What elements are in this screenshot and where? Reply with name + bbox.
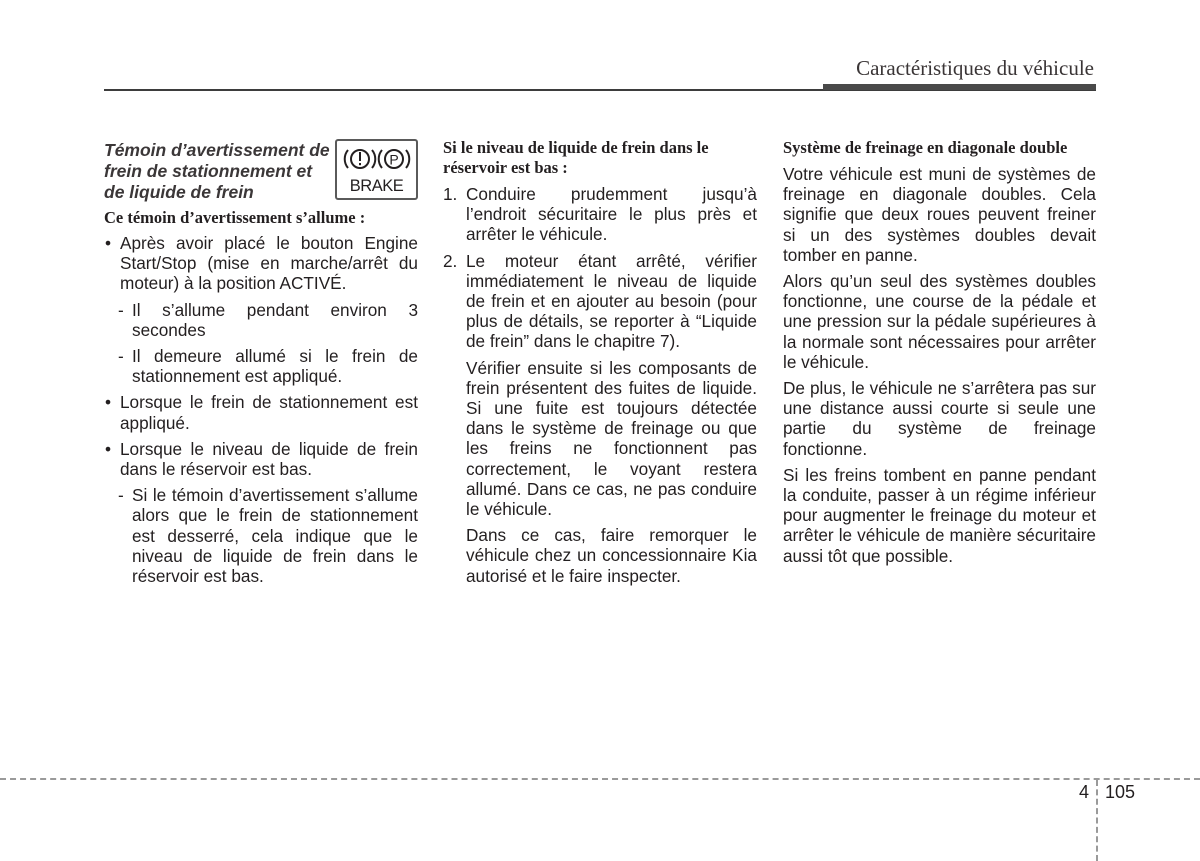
footer-rule xyxy=(0,778,1200,780)
paragraph: Alors qu’un seul des systèmes doubles fonctionne, une course de la pédale et une pression sur la pédale supérieures à la normale sont nécessaires pour arrêter le véhicule. xyxy=(783,271,1096,372)
sub-list-item: - Il s’allume pendant environ 3 secondes xyxy=(118,299,418,340)
list-item: • Après avoir placé le bouton Engine Start/Stop (mise en marche/arrêt du moteur) à la position ACTIVÉ. xyxy=(105,233,418,294)
list-item: • Lorsque le niveau de liquide de frein dans le réservoir est bas. xyxy=(105,438,418,480)
section-heading: Si le niveau de liquide de frein dans le réservoir est bas : xyxy=(443,138,709,177)
page-number: 105 xyxy=(1105,782,1136,802)
numbered-item: 1. Conduire prudemment jusqu’à l’endroit sécuritaire le plus près et arrêter le véhicule. xyxy=(443,184,757,245)
paragraph: Vérifier ensuite si les composants de frein présentent des fuites de liquide. Si une fuite est toujours détectée dans le système de freinage ou que les freins ne fonctionnent pas correctement, le voyant restera allumé. Dans ce cas, ne pas conduire le véhicule. xyxy=(466,357,757,520)
footer-divider xyxy=(1096,780,1098,861)
header-rule-accent xyxy=(823,84,1096,90)
column-warning-light xyxy=(104,138,418,592)
paragraph: Votre véhicule est muni de systèmes de freinage en diagonale doubles. Cela signifie que deux roues peuvent freiner si un des systèmes doubles devait tomber en panne. xyxy=(783,164,1096,265)
paragraph: De plus, le véhicule ne s’arrêtera pas sur une distance aussi courte si seule une partie du système de freinage fonctionne. xyxy=(783,378,1096,459)
section-number: 4 xyxy=(1079,782,1090,802)
brake-label: BRAKE xyxy=(349,177,404,195)
svg-text:P: P xyxy=(389,151,399,168)
brake-warning-icon xyxy=(335,139,418,200)
sub-list-item: - Si le témoin d’avertissement s’allume alors que le frein de stationnement est desserré, cela indique que le niveau de liquide de frein dans le réservoir est bas. xyxy=(118,485,418,587)
numbered-item: 2. Le moteur étant arrêté, vérifier immédiatement le niveau de liquide de frein et en ajouter au besoin (pour plus de détails, se reporter à “Liquide de frein” dans le chapitre 7). xyxy=(443,250,757,352)
sub-list-item: - Il demeure allumé si le frein de stationnement est appliqué. xyxy=(118,346,418,387)
section-title: Témoin d’avertissement de frein de stationnement et de liquide de frein xyxy=(104,140,330,202)
paragraph: Si les freins tombent en panne pendant la conduite, passer à un régime inférieur pour augmenter le freinage du moteur et arrêter le véhicule de manière sécuritaire aussi tôt que possible. xyxy=(783,464,1096,566)
list-item: • Lorsque le frein de stationnement est appliqué. xyxy=(105,392,418,433)
paragraph: Dans ce cas, faire remorquer le véhicule chez un concessionnaire Kia autorisé et le faire inspecter. xyxy=(466,525,757,586)
column-low-fluid xyxy=(443,138,757,592)
column-diagonal-braking xyxy=(783,138,1096,572)
chapter-title: Caractéristiques du véhicule xyxy=(856,56,1094,80)
subheading: Ce témoin d’avertissement s’allume : xyxy=(104,208,366,227)
section-heading: Système de freinage en diagonale double xyxy=(783,138,1068,157)
